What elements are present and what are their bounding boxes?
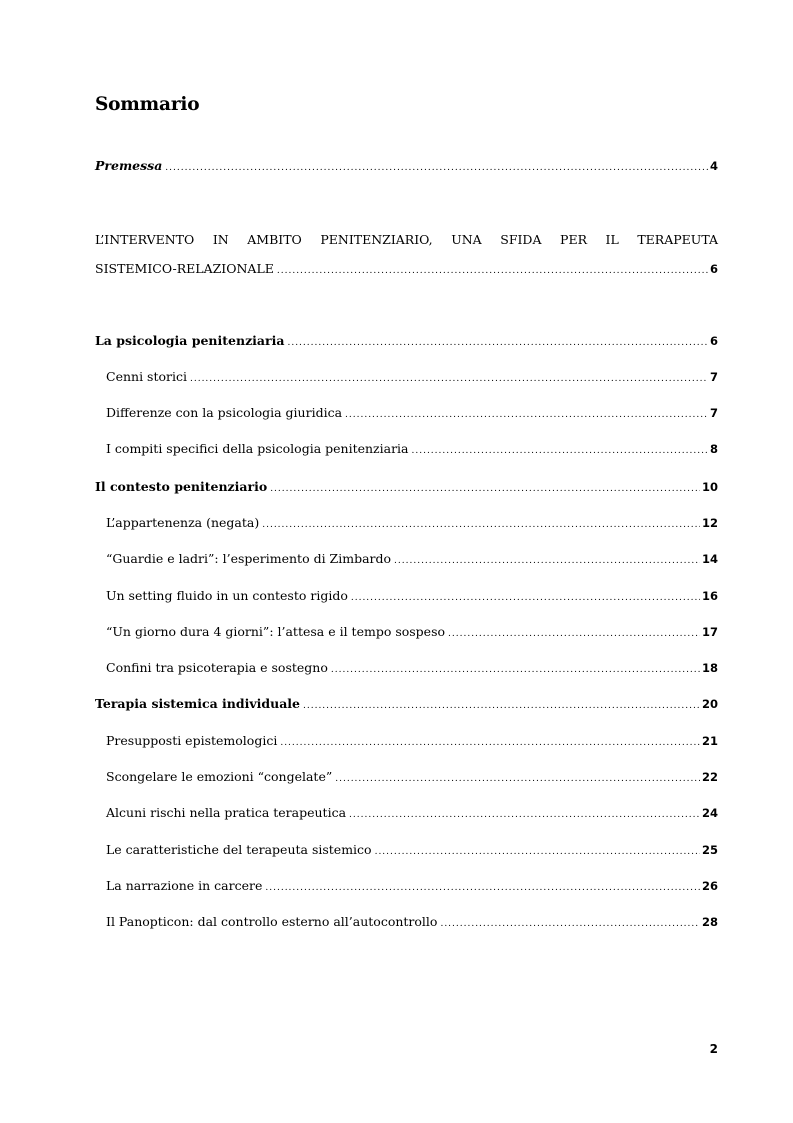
toc-leader-dots bbox=[277, 261, 708, 281]
toc-leader-dots bbox=[331, 660, 700, 680]
toc-entry-page: 18 bbox=[701, 661, 718, 675]
toc-leader-dots bbox=[375, 842, 700, 862]
toc-entry-label: “Guardie e ladri”: l’esperimento di Zimbardo bbox=[106, 551, 392, 566]
toc-entry-section[interactable] bbox=[95, 331, 718, 351]
toc-leader-dots bbox=[412, 441, 708, 461]
toc-entry-section[interactable] bbox=[95, 477, 718, 497]
toc-entry-page: 14 bbox=[701, 552, 718, 566]
toc-entry-subsection[interactable] bbox=[106, 403, 718, 423]
toc-entry-subsection[interactable] bbox=[106, 367, 718, 387]
toc-entry-subsection[interactable] bbox=[106, 731, 718, 751]
toc-entry-subsection[interactable] bbox=[106, 586, 718, 606]
toc-entry-premessa[interactable] bbox=[95, 156, 718, 176]
toc-entry-section[interactable] bbox=[95, 694, 718, 714]
toc-entry-page: 6 bbox=[709, 262, 718, 276]
toc-entry-label: Presupposti epistemologici bbox=[106, 733, 278, 748]
toc-leader-dots bbox=[349, 805, 700, 825]
toc-entry-label: Premessa bbox=[95, 158, 163, 173]
toc-entry-label: Terapia sistemica individuale bbox=[95, 696, 300, 711]
page-title: Sommario bbox=[95, 94, 200, 115]
toc-entry-label: La psicologia penitenziaria bbox=[95, 333, 285, 348]
toc-leader-dots bbox=[448, 624, 700, 644]
toc-leader-dots bbox=[351, 588, 700, 608]
toc-entry-label: “Un giorno dura 4 giorni”: l’attesa e il tempo sospeso bbox=[106, 624, 446, 639]
toc-entry-page: 7 bbox=[709, 406, 718, 420]
toc-leader-dots bbox=[262, 515, 700, 535]
toc-entry-label: Il contesto penitenziario bbox=[95, 479, 268, 494]
toc-entry-page: 4 bbox=[709, 159, 718, 173]
toc-entry-chapter[interactable] bbox=[95, 259, 718, 279]
toc-entry-label: Un setting fluido in un contesto rigido bbox=[106, 588, 348, 603]
toc-entry-label: Le caratteristiche del terapeuta sistemico bbox=[106, 842, 372, 857]
toc-leader-dots bbox=[440, 914, 700, 934]
toc-leader-dots bbox=[303, 696, 700, 716]
toc-leader-dots bbox=[394, 551, 700, 571]
toc-entry-page: 16 bbox=[701, 589, 718, 603]
toc-entry-subsection[interactable] bbox=[106, 658, 718, 678]
toc-entry-page: 20 bbox=[701, 697, 718, 711]
toc-entry-page: 17 bbox=[701, 625, 718, 639]
toc-entry-subsection[interactable] bbox=[106, 549, 718, 569]
toc-entry-subsection[interactable] bbox=[106, 912, 718, 932]
toc-entry-label: Confini tra psicoterapia e sostegno bbox=[106, 660, 328, 675]
toc-entry-page: 12 bbox=[701, 516, 718, 530]
toc-entry-page: 21 bbox=[701, 734, 718, 748]
toc-entry-label: Cenni storici bbox=[106, 369, 187, 384]
toc-entry-label: L’appartenenza (negata) bbox=[106, 515, 260, 530]
toc-entry-subsection[interactable] bbox=[106, 622, 718, 642]
toc-leader-dots bbox=[270, 479, 700, 499]
toc-entry-page: 7 bbox=[709, 370, 718, 384]
toc-entry-label: Alcuni rischi nella pratica terapeutica bbox=[106, 805, 347, 820]
toc-entry-subsection[interactable] bbox=[106, 767, 718, 787]
toc-entry-label: Differenze con la psicologia giuridica bbox=[106, 405, 343, 420]
toc-entry-page: 24 bbox=[701, 806, 718, 820]
toc-entry-page: 26 bbox=[701, 879, 718, 893]
toc-entry-label: La narrazione in carcere bbox=[106, 878, 263, 893]
toc-leader-dots bbox=[280, 733, 700, 753]
toc-leader-dots bbox=[335, 769, 700, 789]
toc-entry-label: SISTEMICO-RELAZIONALE bbox=[95, 261, 274, 276]
toc-entry-subsection[interactable] bbox=[106, 876, 718, 896]
toc-leader-dots bbox=[165, 158, 708, 178]
page-number: 2 bbox=[709, 1042, 718, 1056]
toc-leader-dots bbox=[265, 878, 700, 898]
toc-entry-subsection[interactable] bbox=[106, 803, 718, 823]
toc-entry-page: 22 bbox=[701, 770, 718, 784]
toc-entry-page: 25 bbox=[701, 843, 718, 857]
toc-entry-subsection[interactable] bbox=[106, 439, 718, 459]
toc-entry-subsection[interactable] bbox=[106, 513, 718, 533]
toc-entry-label: I compiti specifici della psicologia penitenziaria bbox=[106, 441, 409, 456]
toc-entry-page: 6 bbox=[709, 334, 718, 348]
toc-leader-dots bbox=[190, 369, 708, 389]
toc-leader-dots bbox=[287, 333, 708, 353]
toc-entry-page: 28 bbox=[701, 915, 718, 929]
toc-leader-dots bbox=[345, 405, 708, 425]
toc-entry-page: 10 bbox=[701, 480, 718, 494]
toc-entry-label: Il Panopticon: dal controllo esterno all’autocontrollo bbox=[106, 914, 438, 929]
toc-entry-page: 8 bbox=[709, 442, 718, 456]
toc-chapter-heading[interactable]: L’INTERVENTO IN AMBITO PENITENZIARIO, UNA SFIDA PER IL TERAPEUTA bbox=[95, 232, 718, 247]
toc-entry-label: Scongelare le emozioni “congelate” bbox=[106, 769, 333, 784]
toc-entry-subsection[interactable] bbox=[106, 840, 718, 860]
